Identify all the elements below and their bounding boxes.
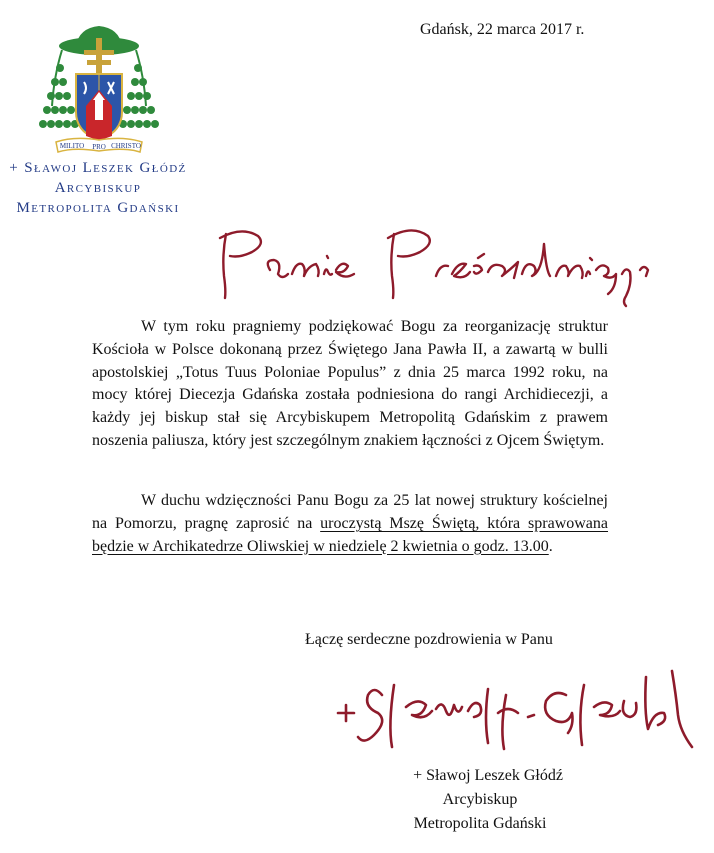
handwritten-salutation (212, 210, 672, 310)
closing-office: Metropolita Gdański (413, 815, 547, 832)
motto-word-2: PRO (92, 143, 106, 151)
motto-word-1: MILITO (59, 142, 85, 150)
letterhead-name: + Sławoj Leszek Głódź (9, 160, 187, 176)
paragraph-2-end: . (548, 537, 553, 555)
letter-date: Gdańsk, 22 marca 2017 r. (420, 21, 585, 38)
letterhead-office: Metropolita Gdański (16, 200, 180, 216)
closing-block (330, 764, 630, 836)
greeting: Łączę serdeczne pozdrowienia w Panu (305, 631, 553, 648)
paragraph-2-text (92, 490, 608, 558)
coat-of-arms-icon (34, 16, 164, 166)
paragraph-1-text: W tym roku pragniemy podziękować Bogu za reorganizację struktur Kościoła w Polsce dokonaną przez Świętego Jana Pawła II, a zawartą w bulli apostolskiej „Totus Tuus Poloniae Populus” z dnia 25 marca 1992 roku, na mocy której Diecezja Gdańska została podniesiona do rangi Archidiecezji, a każdy jej biskup stał się Arcybiskupem Metropolitą Gdańskim z prawem noszenia paliusza, który jest szczególnym znakiem łączności z Ojcem Świętym. (92, 318, 608, 449)
paragraph-2-intro: W duchu wdzięczności Panu Bogu za 25 lat nowej struktury kościelnej na Pomorzu, pragnę zaprosić na (92, 492, 608, 532)
paragraph-1 (92, 316, 608, 453)
letterhead (0, 158, 196, 218)
closing-title: Arcybiskup (442, 791, 518, 808)
paragraph-2-invitation: uroczystą Mszę Świętą, która sprawowana będzie w Archikatedrze Oliwskiej w niedzielę 2 kwietnia o godz. 13.00 (92, 514, 609, 555)
letterhead-title: Arcybiskup (54, 180, 142, 196)
motto-word-3: CHRISTO (111, 142, 141, 150)
handwritten-signature (328, 655, 698, 760)
paragraph-2 (92, 490, 608, 558)
closing-name: + Sławoj Leszek Głódź (413, 767, 563, 784)
